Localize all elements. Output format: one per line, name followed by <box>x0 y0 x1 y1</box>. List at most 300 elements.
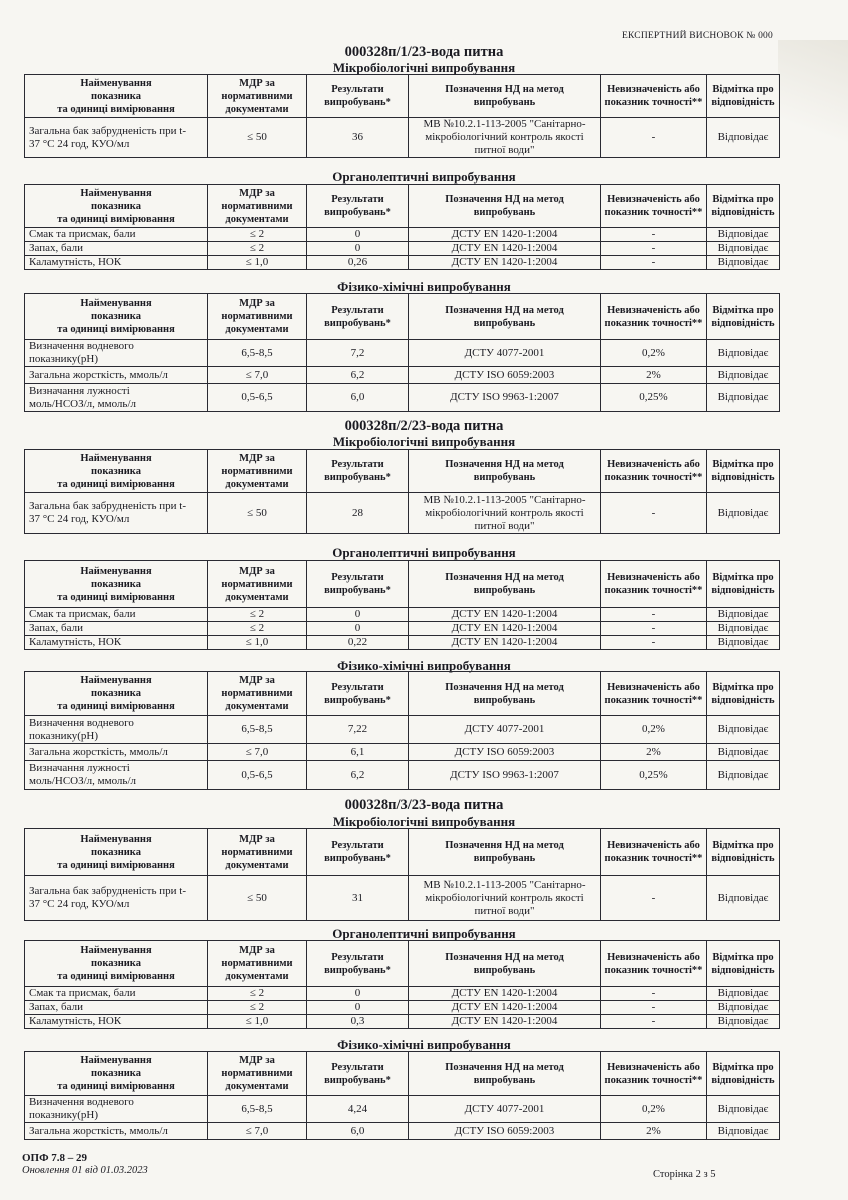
table-row <box>25 622 780 636</box>
compliance-cell: Відповідає <box>707 367 780 384</box>
header-compliance-line: Відмітка про <box>712 84 774 95</box>
header-mdr <box>208 294 307 340</box>
header-mdr <box>208 829 307 876</box>
method-cell <box>409 340 601 367</box>
header-method-line: випробувань <box>473 964 536 976</box>
method-cell-line: МВ №10.2.1-113-2005 "Санітарно- <box>423 118 586 130</box>
indicator-cell <box>25 1096 208 1123</box>
header-uncertainty-line: Невизначеність або <box>607 459 700 470</box>
header-indicator-line: Найменування <box>80 298 152 309</box>
table-header-row <box>25 450 780 493</box>
results-table <box>24 74 780 158</box>
mdr-cell: ≤ 2 <box>208 1001 307 1015</box>
header-uncertainty-line: Невизначеність або <box>607 1061 700 1073</box>
result-cell: 0 <box>307 228 409 242</box>
result-cell: 4,24 <box>307 1096 409 1123</box>
header-mdr-line: нормативними <box>221 465 293 477</box>
indicator-cell <box>25 876 208 921</box>
header-method-line: Позначення НД на метод <box>445 84 564 95</box>
header-result-line: Результати <box>331 459 384 470</box>
indicator-cell-line: Запах, бали <box>29 1001 83 1013</box>
header-result <box>307 450 409 493</box>
header-method-line: випробувань <box>473 97 536 108</box>
header-indicator <box>25 75 208 118</box>
header-method <box>409 561 601 608</box>
results-table <box>24 184 780 270</box>
table-row <box>25 493 780 534</box>
header-uncertainty <box>601 1052 707 1096</box>
header-method <box>409 294 601 340</box>
indicator-cell <box>25 367 208 384</box>
mdr-cell: 6,5-8,5 <box>208 340 307 367</box>
header-mdr-line: МДР за <box>239 675 275 686</box>
header-method-line: Позначення НД на метод <box>445 572 564 583</box>
header-compliance-line: Відмітка про <box>712 194 774 205</box>
result-cell: 6,2 <box>307 761 409 790</box>
method-cell-line: питної води" <box>474 904 535 917</box>
header-indicator-line: Найменування <box>80 77 152 89</box>
header-indicator <box>25 672 208 716</box>
header-indicator-line: та одиниці вимірювання <box>57 591 175 603</box>
header-compliance-line: Відмітка про <box>712 459 774 470</box>
header-mdr-line: МДР за <box>239 452 275 464</box>
table-row <box>25 340 780 367</box>
method-cell-line: ДСТУ 4077-2001 <box>464 1102 545 1115</box>
header-compliance-line: Відмітка про <box>712 840 774 851</box>
header-indicator-line: та одиниці вимірювання <box>57 213 175 225</box>
header-result-line: Результати <box>331 840 384 851</box>
indicator-cell <box>25 1123 208 1140</box>
header-uncertainty-line: показник точності** <box>604 207 703 218</box>
header-result-line: Результати <box>331 572 384 583</box>
compliance-cell: Відповідає <box>707 716 780 744</box>
header-mdr-line: нормативними <box>221 846 293 858</box>
header-indicator-line: та одиниці вимірювання <box>57 701 175 712</box>
header-method <box>409 1052 601 1096</box>
indicator-cell <box>25 608 208 622</box>
results-table <box>24 293 780 412</box>
header-mdr-line: нормативними <box>221 311 293 322</box>
method-cell <box>409 256 601 270</box>
indicator-cell-line: 37 °C 24 год, КУО/мл <box>29 137 130 150</box>
header-result-line: Результати <box>331 304 384 316</box>
header-uncertainty-line: показник точності** <box>604 964 703 976</box>
sample-title: 000328п/3/23-вода питна <box>344 797 504 813</box>
table-header-row <box>25 561 780 608</box>
report-header-label: ЕКСПЕРТНИЙ ВИСНОВОК № 000 <box>622 31 773 41</box>
header-method <box>409 75 601 118</box>
indicator-cell <box>25 716 208 744</box>
header-mdr <box>208 450 307 493</box>
header-result <box>307 829 409 876</box>
header-result-line: випробувань* <box>324 207 391 218</box>
indicator-cell-line: Визначання лужності <box>29 384 130 397</box>
table-row <box>25 367 780 384</box>
indicator-cell-line: Смак та присмак, бали <box>29 228 136 240</box>
header-mdr-line: МДР за <box>239 1055 275 1066</box>
indicator-cell <box>25 340 208 367</box>
header-indicator-line: показника <box>91 688 141 699</box>
method-cell-line: мікробіологічний контроль якості <box>425 891 584 904</box>
indicator-cell-line: Загальна бак забрудненість при t- <box>29 124 186 137</box>
section-title: Мікробіологічні випробування <box>332 814 516 829</box>
method-cell-line: ДСТУ ISO 9963-1:2007 <box>450 391 559 403</box>
method-cell <box>409 636 601 650</box>
header-mdr-line: МДР за <box>239 187 275 199</box>
header-uncertainty-line: показник точності** <box>604 1074 703 1086</box>
method-cell <box>409 987 601 1001</box>
mdr-cell: ≤ 50 <box>208 493 307 534</box>
method-cell <box>409 118 601 158</box>
mdr-cell: ≤ 1,0 <box>208 636 307 650</box>
header-method <box>409 672 601 716</box>
section-title: Фізико-хімічні випробування <box>337 658 511 673</box>
table-row <box>25 1123 780 1140</box>
method-cell-line: ДСТУ ISO 9963-1:2007 <box>450 768 559 781</box>
header-method-line: випробувань <box>473 694 536 706</box>
indicator-cell <box>25 636 208 650</box>
header-mdr-line: документами <box>225 859 289 871</box>
result-cell: 0 <box>307 608 409 622</box>
compliance-cell: Відповідає <box>707 876 780 921</box>
uncertainty-cell: - <box>601 622 707 636</box>
table-row <box>25 228 780 242</box>
method-cell-line: ДСТУ EN 1420-1:2004 <box>451 256 558 268</box>
uncertainty-cell: 2% <box>601 367 707 384</box>
mdr-cell: ≤ 7,0 <box>208 744 307 761</box>
indicator-cell <box>25 744 208 761</box>
header-uncertainty <box>601 941 707 987</box>
result-cell: 0,26 <box>307 256 409 270</box>
header-result-line: Результати <box>331 951 384 963</box>
results-table <box>24 940 780 1029</box>
table-row <box>25 1015 780 1029</box>
uncertainty-cell: 0,2% <box>601 1096 707 1123</box>
uncertainty-cell: 2% <box>601 744 707 761</box>
result-cell: 0 <box>307 242 409 256</box>
section-title: Фізико-хімічні випробування <box>337 279 511 294</box>
uncertainty-cell: - <box>601 493 707 534</box>
table-row <box>25 744 780 761</box>
header-compliance-line: відповідність <box>711 1074 775 1086</box>
header-result-line: випробувань* <box>324 97 391 108</box>
header-compliance-line: Відмітка про <box>712 572 774 583</box>
header-mdr-line: документами <box>225 103 289 115</box>
compliance-cell: Відповідає <box>707 228 780 242</box>
indicator-cell <box>25 493 208 534</box>
indicator-cell <box>25 384 208 412</box>
header-method-line: Позначення НД на метод <box>445 681 564 693</box>
result-cell: 6,2 <box>307 367 409 384</box>
indicator-cell-line: Загальна бак забрудненість при t- <box>29 885 186 897</box>
header-uncertainty-line: показник точності** <box>604 585 703 596</box>
mdr-cell: ≤ 2 <box>208 987 307 1001</box>
header-indicator-line: показника <box>91 90 141 102</box>
header-uncertainty-line: Невизначеність або <box>607 194 700 205</box>
method-cell-line: ДСТУ EN 1420-1:2004 <box>451 987 558 999</box>
table-row <box>25 1001 780 1015</box>
mdr-cell: ≤ 1,0 <box>208 256 307 270</box>
section-title: Органолептичні випробування <box>332 926 516 941</box>
header-compliance-line: відповідність <box>711 585 775 596</box>
compliance-cell: Відповідає <box>707 1015 780 1029</box>
indicator-cell <box>25 256 208 270</box>
compliance-cell: Відповідає <box>707 636 780 650</box>
method-cell <box>409 367 601 384</box>
header-uncertainty-line: показник точності** <box>604 694 703 706</box>
header-mdr-line: документами <box>225 1081 289 1092</box>
compliance-cell: Відповідає <box>707 622 780 636</box>
header-uncertainty-line: показник точності** <box>604 472 703 483</box>
indicator-cell-line: Каламутність, НОК <box>29 636 122 648</box>
indicator-cell <box>25 242 208 256</box>
method-cell-line: ДСТУ EN 1420-1:2004 <box>451 242 558 254</box>
mdr-cell: 6,5-8,5 <box>208 716 307 744</box>
header-mdr-line: МДР за <box>239 945 275 956</box>
header-uncertainty <box>601 829 707 876</box>
result-cell: 0 <box>307 1001 409 1015</box>
header-compliance <box>707 1052 780 1096</box>
header-compliance <box>707 941 780 987</box>
uncertainty-cell: 2% <box>601 1123 707 1140</box>
header-method-line: випробувань <box>473 853 536 864</box>
method-cell-line: мікробіологічний контроль якості <box>425 506 584 519</box>
section-title: Мікробіологічні випробування <box>332 60 516 75</box>
header-method <box>409 829 601 876</box>
mdr-cell: ≤ 7,0 <box>208 367 307 384</box>
method-cell-line: ДСТУ EN 1420-1:2004 <box>451 608 558 620</box>
method-cell <box>409 716 601 744</box>
header-mdr <box>208 672 307 716</box>
table-header-row <box>25 185 780 228</box>
header-indicator <box>25 561 208 608</box>
uncertainty-cell: 0,2% <box>601 716 707 744</box>
header-indicator-line: Найменування <box>80 675 152 686</box>
indicator-cell-line: Смак та присмак, бали <box>29 608 136 620</box>
header-compliance-line: відповідність <box>711 97 775 108</box>
result-cell: 0,3 <box>307 1015 409 1029</box>
table-header-row <box>25 75 780 118</box>
header-result-line: випробувань* <box>324 964 391 976</box>
header-indicator <box>25 1052 208 1096</box>
header-mdr-line: документами <box>225 324 289 335</box>
header-indicator-line: показника <box>91 846 141 858</box>
method-cell <box>409 1001 601 1015</box>
method-cell-line: ДСТУ EN 1420-1:2004 <box>451 228 558 240</box>
header-mdr-line: нормативними <box>221 688 293 699</box>
method-cell <box>409 608 601 622</box>
header-method-line: Позначення НД на метод <box>445 1061 564 1073</box>
header-indicator <box>25 185 208 228</box>
header-uncertainty-line: показник точності** <box>604 853 703 864</box>
header-result <box>307 561 409 608</box>
header-uncertainty-line: показник точності** <box>604 317 703 329</box>
compliance-cell: Відповідає <box>707 744 780 761</box>
header-method-line: Позначення НД на метод <box>445 304 564 316</box>
mdr-cell: ≤ 50 <box>208 118 307 158</box>
header-indicator-line: та одиниці вимірювання <box>57 324 175 335</box>
uncertainty-cell: 0,25% <box>601 761 707 790</box>
indicator-cell <box>25 987 208 1001</box>
header-mdr-line: документами <box>225 701 289 712</box>
header-method <box>409 185 601 228</box>
header-mdr-line: документами <box>225 213 289 225</box>
header-result-line: випробувань* <box>324 585 391 596</box>
header-indicator-line: Найменування <box>80 565 152 577</box>
uncertainty-cell: - <box>601 242 707 256</box>
uncertainty-cell: - <box>601 636 707 650</box>
header-indicator-line: показника <box>91 465 141 477</box>
mdr-cell: 0,5-6,5 <box>208 761 307 790</box>
header-compliance-line: Відмітка про <box>712 1061 774 1073</box>
mdr-cell: ≤ 2 <box>208 242 307 256</box>
compliance-cell: Відповідає <box>707 340 780 367</box>
header-indicator-line: показника <box>91 200 141 212</box>
method-cell-line: ДСТУ 4077-2001 <box>464 346 545 359</box>
mdr-cell: 6,5-8,5 <box>208 1096 307 1123</box>
results-table <box>24 1051 780 1140</box>
header-method-line: Позначення НД на метод <box>445 840 564 851</box>
compliance-cell: Відповідає <box>707 1001 780 1015</box>
compliance-cell: Відповідає <box>707 987 780 1001</box>
header-mdr-line: нормативними <box>221 958 293 969</box>
section-title: Фізико-хімічні випробування <box>337 1037 511 1052</box>
header-uncertainty-line: показник точності** <box>604 97 703 108</box>
method-cell <box>409 622 601 636</box>
table-row <box>25 636 780 650</box>
header-method <box>409 450 601 493</box>
header-result-line: Результати <box>331 1061 384 1073</box>
indicator-cell-line: Запах, бали <box>29 622 83 634</box>
method-cell <box>409 1096 601 1123</box>
mdr-cell: ≤ 2 <box>208 228 307 242</box>
table-row <box>25 1096 780 1123</box>
table-row <box>25 876 780 921</box>
header-mdr-line: нормативними <box>221 578 293 590</box>
header-uncertainty <box>601 185 707 228</box>
header-uncertainty <box>601 75 707 118</box>
indicator-cell <box>25 118 208 158</box>
header-indicator <box>25 294 208 340</box>
header-uncertainty-line: Невизначеність або <box>607 84 700 95</box>
header-result-line: випробувань* <box>324 472 391 483</box>
table-row <box>25 608 780 622</box>
header-indicator-line: показника <box>91 578 141 590</box>
uncertainty-cell: - <box>601 876 707 921</box>
results-table <box>24 671 780 790</box>
indicator-cell-line: Визначання лужності <box>29 762 130 774</box>
indicator-cell-line: Визначення водневого <box>29 340 134 352</box>
header-compliance <box>707 294 780 340</box>
indicator-cell-line: 37 °C 24 год, КУО/мл <box>29 898 130 910</box>
method-cell-line: ДСТУ EN 1420-1:2004 <box>451 1015 558 1027</box>
indicator-cell-line: Каламутність, НОК <box>29 256 122 268</box>
indicator-cell-line: Загальна бак забрудненість при t- <box>29 500 186 512</box>
header-compliance-line: Відмітка про <box>712 951 774 963</box>
uncertainty-cell: - <box>601 228 707 242</box>
page-number: Сторінка 2 з 5 <box>653 1169 716 1180</box>
header-mdr-line: МДР за <box>239 77 275 89</box>
table-row <box>25 716 780 744</box>
indicator-cell <box>25 1001 208 1015</box>
mdr-cell: 0,5-6,5 <box>208 384 307 412</box>
header-indicator <box>25 941 208 987</box>
header-mdr-line: МДР за <box>239 298 275 309</box>
uncertainty-cell: - <box>601 608 707 622</box>
header-uncertainty <box>601 450 707 493</box>
sample-title: 000328п/1/23-вода питна <box>344 44 504 60</box>
header-mdr-line: нормативними <box>221 1068 293 1079</box>
method-cell-line: МВ №10.2.1-113-2005 "Санітарно- <box>423 878 586 891</box>
header-result <box>307 1052 409 1096</box>
section-title: Органолептичні випробування <box>332 169 516 184</box>
method-cell-line: МВ №10.2.1-113-2005 "Санітарно- <box>423 493 586 506</box>
header-method-line: випробувань <box>473 585 536 596</box>
header-compliance-line: відповідність <box>711 694 775 706</box>
indicator-cell <box>25 1015 208 1029</box>
header-compliance <box>707 450 780 493</box>
table-row <box>25 384 780 412</box>
method-cell <box>409 876 601 921</box>
table-header-row <box>25 672 780 716</box>
indicator-cell <box>25 622 208 636</box>
compliance-cell: Відповідає <box>707 1123 780 1140</box>
indicator-cell-line: показнику(pH) <box>29 353 99 365</box>
method-cell-line: ДСТУ EN 1420-1:2004 <box>451 1001 558 1013</box>
indicator-cell-line: показнику(pH) <box>29 1109 99 1121</box>
header-indicator-line: та одиниці вимірювання <box>57 478 175 490</box>
table-row <box>25 987 780 1001</box>
header-uncertainty-line: Невизначеність або <box>607 304 700 316</box>
header-mdr-line: документами <box>225 971 289 982</box>
header-result-line: випробувань* <box>324 1074 391 1086</box>
table-header-row <box>25 1052 780 1096</box>
header-indicator-line: показника <box>91 1068 141 1079</box>
results-table <box>24 828 780 921</box>
header-result <box>307 75 409 118</box>
uncertainty-cell: 0,2% <box>601 340 707 367</box>
table-header-row <box>25 294 780 340</box>
results-table <box>24 560 780 650</box>
indicator-cell-line: Визначення водневого <box>29 1096 134 1108</box>
uncertainty-cell: - <box>601 256 707 270</box>
section-title: Мікробіологічні випробування <box>332 434 516 449</box>
header-indicator <box>25 829 208 876</box>
header-method-line: випробувань <box>473 317 536 329</box>
indicator-cell-line: Визначення водневого <box>29 716 134 729</box>
header-compliance <box>707 829 780 876</box>
indicator-cell-line: Загальна жорсткість, ммоль/л <box>29 745 168 758</box>
mdr-cell: ≤ 2 <box>208 622 307 636</box>
header-uncertainty <box>601 294 707 340</box>
method-cell-line: ДСТУ 4077-2001 <box>464 723 545 735</box>
indicator-cell-line: Загальна жорсткість, ммоль/л <box>29 368 168 381</box>
header-mdr <box>208 561 307 608</box>
method-cell <box>409 761 601 790</box>
header-mdr-line: документами <box>225 591 289 603</box>
header-uncertainty <box>601 561 707 608</box>
method-cell <box>409 242 601 256</box>
header-compliance-line: відповідність <box>711 964 775 976</box>
result-cell: 0,22 <box>307 636 409 650</box>
header-result <box>307 672 409 716</box>
compliance-cell: Відповідає <box>707 384 780 412</box>
method-cell <box>409 1015 601 1029</box>
header-method-line: випробувань <box>473 1074 536 1086</box>
result-cell: 36 <box>307 118 409 158</box>
compliance-cell: Відповідає <box>707 1096 780 1123</box>
indicator-cell-line: Смак та присмак, бали <box>29 987 136 999</box>
